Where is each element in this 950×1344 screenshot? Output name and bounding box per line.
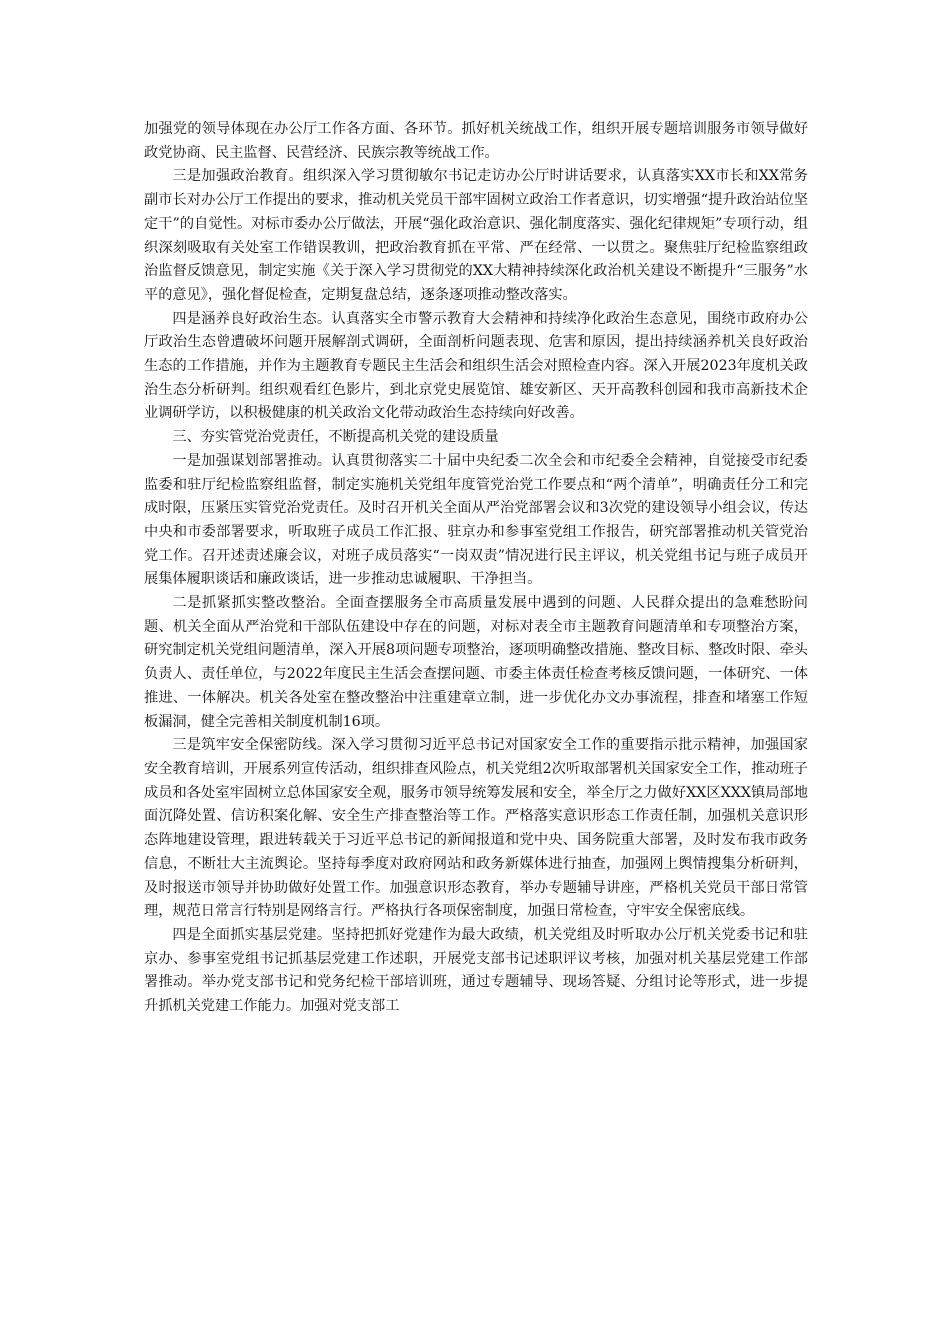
paragraph-security-secrecy: 三是筑牢安全保密防线。深入学习贯彻习近平总书记对国家安全工作的重要指示批示精神，加强国家安全教育培训，开展系列宣传活动，组织排查风险点，机关党组2次听取部署机关国家安全工作，推动班子成员和各处室牢固树立总体国家安全观，服务市领导统筹发展和安全，举全厅之力做好XX区XXX镇局部地面沉降处置、信访积案化解、安全生产排查整治等工作。严格落实意识形态工作责任制，加强机关意识形态阵地建设管理，跟进转载关于习近平总书记的新闻报道和党中央、国务院重大部署，及时发布我市政务信息，不断壮大主流舆论。坚持每季度对政府网站和政务新媒体进行抽查，加强网上舆情搜集分析研判，及时报送市领导并协助做好处置工作。加强意识形态教育，举办专题辅导讲座，严格机关党员干部日常管理，规范日常言行特别是网络言行。严格执行各项保密制度，加强日常检查，守牢安全保密底线。 — [144, 737, 808, 920]
paragraph-political-education: 三是加强政治教育。组织深入学习贯彻敏尔书记走访办公厅时讲话要求，认真落实XX市长和XX常务副市长对办公厅工作提出的要求，推动机关党员干部牢固树立政治工作者意识，切实增强“提升政治站位坚定干”的自觉性。对标市委办公厅做法，开展“强化政治意识、强化制度落实、强化纪律规矩”专项行动，组织深刻吸取有关处室工作错误教训，把政治教育抓在平常、严在经常、一以贯之。聚焦驻厅纪检监察组政治监督反馈意见，制定实施《关于深入学习贯彻党的XX大精神持续深化政治机关建设不断提升“三服务”水平的意见》，强化督促检查，定期复盘总结，逐条逐项推动整改落实。 — [144, 168, 808, 303]
document-page — [144, 118, 808, 1019]
section-heading-three: 三、夯实管党治党责任，不断提高机关党的建设质量 — [172, 429, 499, 446]
paragraph-political-ecology: 四是涵养良好政治生态。认真落实全市警示教育大会精神和持续净化政治生态意见，围绕市政府办公厅政治生态曾遭破坏问题开展解剖式调研，全面剖析问题表现、危害和原因，提出持续涵养机关良好政治生态的工作措施，并作为主题教育专题民主生活会和组织生活会对照检查内容。深入开展2023年度机关政治生态分析研判。组织观看红色影片，到北京党史展览馆、雄安新区、天开高教科创园和我市高新技术企业调研学访，以积极健康的机关政治文化带动政治生态持续向好改善。 — [144, 310, 808, 422]
paragraph-rectification: 二是抓紧抓实整改整治。全面查摆服务全市高质量发展中遇到的问题、人民群众提出的急难愁盼问题、机关全面从严治党和干部队伍建设中存在的问题，对标对表全市主题教育问题清单和专项整治方案，研究制定机关党组问题清单，深入开展8项问题专项整治，逐项明确整改措施、整改目标、整改时限、牵头负责人、责任单位，与2022年度民主生活会查摆问题、市委主体责任检查考核反馈问题，一体研究、一体推进、一体解决。机关各处室在整改整治中注重建章立制，进一步优化办文办事流程，排查和堵塞工作短板漏洞，健全完善相关制度机制16项。 — [144, 595, 808, 730]
paragraph-planning-deployment: 一是加强谋划部署推动。认真贯彻落实二十届中央纪委二次全会和市纪委全会精神，自觉接受市纪委监委和驻厅纪检监察组监督，制定实施机关党组年度管党治党工作要点和“两个清单”，明确责任分工和完成时限，压紧压实管党治党责任。及时召开机关全面从严治党部署会议和3次党的建设领导小组会议，传达中央和市委部署要求，听取班子成员工作汇报、驻京办和参事室党组工作报告，研究部署推动机关管党治党工作。召开述责述廉会议，对班子成员落实“一岗双责”情况进行民主评议，机关党组书记与班子成员开展集体履职谈话和廉政谈话，进一步推动忠诚履职、干净担当。 — [144, 452, 808, 588]
paragraph-grassroots-party-building: 四是全面抓实基层党建。坚持把抓好党建作为最大政绩，机关党组及时听取办公厅机关党委书记和驻京办、参事室党组书记抓基层党建工作述职，开展党支部书记述职评议考核，加强对机关基层党建工作部署推动。举办党支部书记和党务纪检干部培训班，通过专题辅导、现场答疑、分组讨论等形式，进一步提升抓机关党建工作能力。加强对党支部工 — [144, 926, 808, 1015]
paragraph-united-front-work: 加强党的领导体现在办公厅工作各方面、各环节。抓好机关统战工作，组织开展专题培训服务市领导做好政党协商、民主监督、民营经济、民族宗教等统战工作。 — [144, 121, 808, 161]
